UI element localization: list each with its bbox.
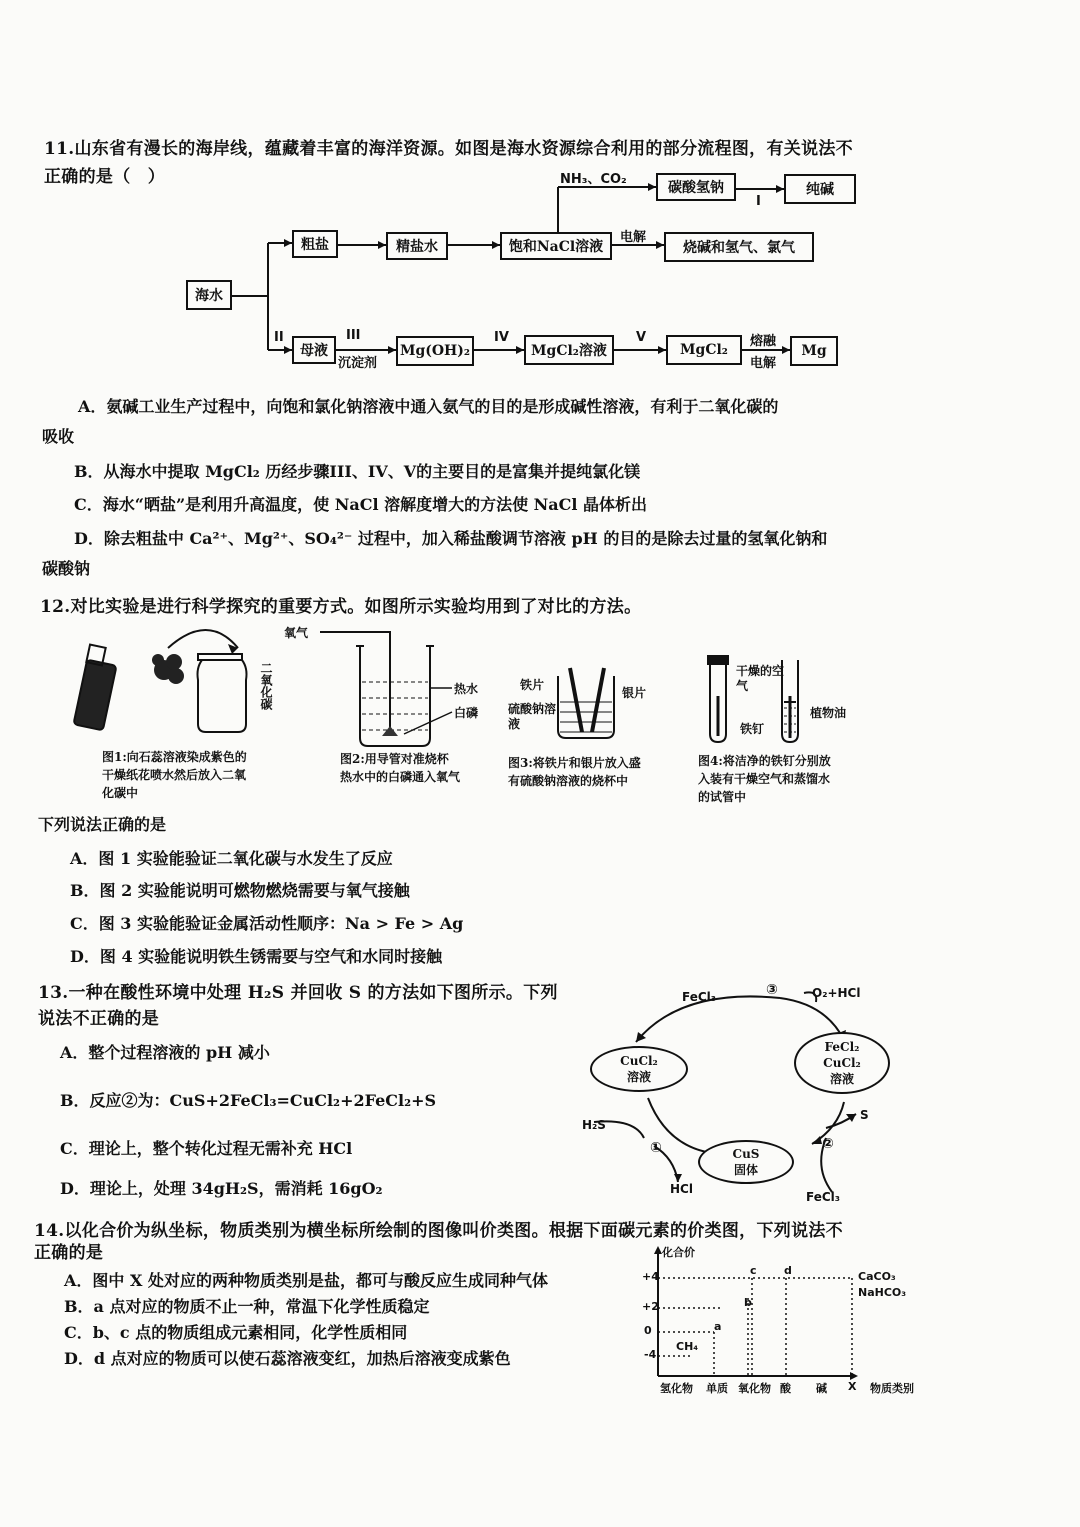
chart-ytick-0: 0 [644, 1324, 652, 1337]
fig2-caption: 图2:用导管对准烧杯热水中的白磷通入氧气 [340, 752, 461, 784]
cycle-node-cus-line1: CuS [732, 1147, 760, 1161]
q14-option-a: A．图中 X 处对应的两种物质类别是盐，都可与酸反应生成同种气体 [64, 1271, 548, 1290]
q12-option-a: A．图 1 实验能验证二氧化碳与水发生了反应 [70, 849, 393, 868]
q12-option-b: B．图 2 实验能说明可燃物燃烧需要与氧气接触 [70, 881, 410, 900]
fig1-jar-label: 二氧化碳 [259, 662, 273, 710]
q11-option-b: B．从海水中提取 MgCl₂ 历经步骤III、IV、V的主要目的是富集并提纯氯化镁 [74, 462, 641, 481]
cycle-node-cus-solid [698, 1140, 794, 1184]
flow-mgcl2-solution: MgCl₂溶液 [524, 335, 614, 365]
cycle-node-cus-line2: 固体 [733, 1163, 758, 1177]
cycle-sulfur: S [860, 1108, 869, 1122]
q12-option-d: D．图 4 实验能说明铁生锈需要与空气和水同时接触 [70, 947, 443, 966]
q11-option-a-line1: A．氨碱工业生产过程中，向饱和氯化钠溶液中通入氨气的目的是形成碱性溶液，有利于二氧化碳的 [78, 397, 779, 416]
flow-saturated-nacl: 饱和NaCl溶液 [500, 232, 612, 260]
flow-seawater: 海水 [186, 280, 232, 310]
flow-soda-ash: 纯碱 [784, 174, 856, 204]
chart-ytick-minus4: -4 [644, 1348, 657, 1361]
chart-ylabel: 化合价 [662, 1246, 695, 1259]
flow-label-step-i: I [756, 194, 761, 209]
fig4-dry-air-label: 干燥的空气 [736, 664, 785, 693]
cycle-hcl: HCl [670, 1182, 693, 1196]
chart-ch4: CH₄ [676, 1340, 699, 1353]
fig4-caption: 图4:将洁净的铁钉分别放入装有干燥空气和蒸馏水的试管中 [698, 754, 831, 804]
fig2-beaker [330, 622, 450, 752]
cycle-node-fecl-line3: 溶液 [829, 1072, 854, 1086]
q13-option-a: A．整个过程溶液的 pH 减小 [60, 1043, 270, 1062]
chart-point-d: d [784, 1264, 792, 1277]
fig4-nail-label: 铁钉 [740, 722, 765, 736]
cycle-node-fecl-cucl-solution [794, 1032, 890, 1094]
flow-mgoh2: Mg(OH)₂ [396, 336, 474, 366]
flow-nahco3: 碳酸氢钠 [656, 173, 736, 201]
flow-label-step-iii: III [346, 328, 361, 343]
fig3-silver-label: 银片 [622, 686, 647, 700]
cycle-fecl3-top: FeCl₃ [682, 990, 717, 1004]
cycle-node-cucl2-solution [590, 1046, 688, 1092]
chart-point-c: c [750, 1264, 757, 1277]
cycle-step3: ③ [766, 982, 778, 998]
flow-label-melt: 熔融 [750, 334, 777, 349]
q14-option-b: B．a 点对应的物质不止一种，常温下化学性质稳定 [64, 1297, 430, 1316]
flow-label-precipitant: 沉淀剂 [338, 356, 378, 371]
flow-crude-salt: 粗盐 [292, 230, 338, 258]
cycle-node-cucl2-line2: 溶液 [626, 1070, 651, 1084]
cycle-node-fecl-line1: FeCl₂ [824, 1040, 860, 1054]
cycle-h2s: H₂S [582, 1118, 606, 1132]
q13-option-c: C．理论上，整个转化过程无需补充 HCl [60, 1139, 353, 1158]
q11-option-d-line2: 碳酸钠 [42, 559, 91, 578]
q13-option-b: B．反应②为：CuS+2FeCl₃=CuCl₂+2FeCl₂+S [60, 1091, 437, 1110]
flow-label-melt-electrolyze: 电解 [750, 356, 777, 371]
q13-stem-line1: 13.一种在酸性环境中处理 H₂S 并回收 S 的方法如下图所示。下列 [38, 983, 558, 1003]
chart-xlabel: 物质类别 [870, 1382, 914, 1395]
q13-stem-line2: 说法不正确的是 [38, 1009, 160, 1029]
flow-label-electrolyze: 电解 [620, 230, 647, 245]
fig1-caption: 图1:向石蕊溶液染成紫色的干燥纸花喷水然后放入二氧化碳中 [102, 750, 247, 800]
fig4-oil-label: 植物油 [810, 706, 847, 720]
chart-x-caco3: CaCO₃ [858, 1270, 896, 1283]
q14-option-d: D．d 点对应的物质可以使石蕊溶液变红，加热后溶液变成紫色 [64, 1349, 511, 1368]
flow-electrolysis-products: 烧碱和氢气、氯气 [664, 232, 814, 262]
chart-x-nahco3: NaHCO₃ [858, 1286, 907, 1299]
cycle-step2: ② [822, 1136, 834, 1152]
cycle-fecl3-bottom: FeCl₃ [806, 1190, 841, 1204]
fig3-caption: 图3:将铁片和银片放入盛有硫酸钠溶液的烧杯中 [508, 756, 641, 788]
fig2-white-phosphorus-label: 白磷 [454, 706, 479, 720]
q14-option-c: C．b、c 点的物质组成元素相同，化学性质相同 [64, 1323, 408, 1342]
q12-stem: 12.对比实验是进行科学探究的重要方式。如图所示实验均用到了对比的方法。 [40, 597, 642, 617]
flow-mother-liquor: 母液 [292, 336, 336, 364]
flow-label-step-v: V [636, 330, 647, 345]
chart-xcat-x: X [848, 1380, 857, 1393]
q11-stem-line2: 正确的是（ ） [44, 167, 166, 187]
chart-point-b: b [744, 1296, 752, 1309]
chart-ytick-plus2: +2 [642, 1300, 659, 1313]
q11-stem-line1: 11.山东省有漫长的海岸线，蕴藏着丰富的海洋资源。如图是海水资源综合利用的部分流程图，有关说法不 [44, 139, 853, 159]
cycle-o2-hcl: O₂+HCl [812, 986, 861, 1000]
q11-option-a-line2: 吸收 [42, 427, 75, 446]
chart-xcat-hydride: 氢化物 [660, 1382, 693, 1395]
chart-xcat-oxide: 氧化物 [738, 1382, 771, 1395]
cycle-step1: ① [650, 1140, 662, 1156]
fig3-iron-label: 铁片 [520, 678, 545, 692]
q14-stem-line1: 14.以化合价为纵坐标，物质类别为横坐标所绘制的图像叫价类图。根据下面碳元素的价类图，下列说法不 [34, 1221, 843, 1241]
flow-mgcl2: MgCl₂ [666, 335, 742, 365]
flow-refined-brine: 精盐水 [386, 232, 448, 260]
flow-mg: Mg [790, 336, 838, 366]
cycle-node-fecl-line2: CuCl₂ [823, 1056, 861, 1070]
chart-ytick-plus4: +4 [642, 1270, 659, 1283]
q11-option-d-line1: D．除去粗盐中 Ca²⁺、Mg²⁺、SO₄²⁻ 过程中，加入稀盐酸调节溶液 pH 的目的是除去过量的氢氧化钠和 [74, 529, 828, 548]
fig1-illustration [78, 612, 278, 732]
chart-xcat-acid: 酸 [780, 1382, 791, 1395]
chart-xcat-base: 碱 [816, 1382, 827, 1395]
chart-point-a: a [714, 1320, 722, 1333]
q11-option-c: C．海水“晒盐”是利用升高温度，使 NaCl 溶解度增大的方法使 NaCl 晶体析出 [74, 495, 648, 514]
cycle-node-cucl2-line1: CuCl₂ [620, 1054, 658, 1068]
fig2-oxygen-label: 氧气 [284, 626, 309, 640]
flow-label-step-ii: II [274, 330, 284, 345]
q12-lead: 下列说法正确的是 [38, 815, 167, 834]
flow-label-step-iv: IV [494, 330, 509, 345]
fig3-solution-label: 硫酸钠溶液 [508, 702, 557, 731]
q13-option-d: D．理论上，处理 34gH₂S，需消耗 16gO₂ [60, 1179, 383, 1198]
chart-xcat-element: 单质 [706, 1382, 728, 1395]
q14-stem-line2: 正确的是 [34, 1243, 104, 1263]
flow-label-nh3-co2: NH₃、CO₂ [560, 172, 627, 187]
fig2-hot-water-label: 热水 [454, 682, 479, 696]
q12-option-c: C．图 3 实验能验证金属活动性顺序：Na > Fe > Ag [70, 914, 464, 933]
fig3-beaker [556, 672, 626, 742]
